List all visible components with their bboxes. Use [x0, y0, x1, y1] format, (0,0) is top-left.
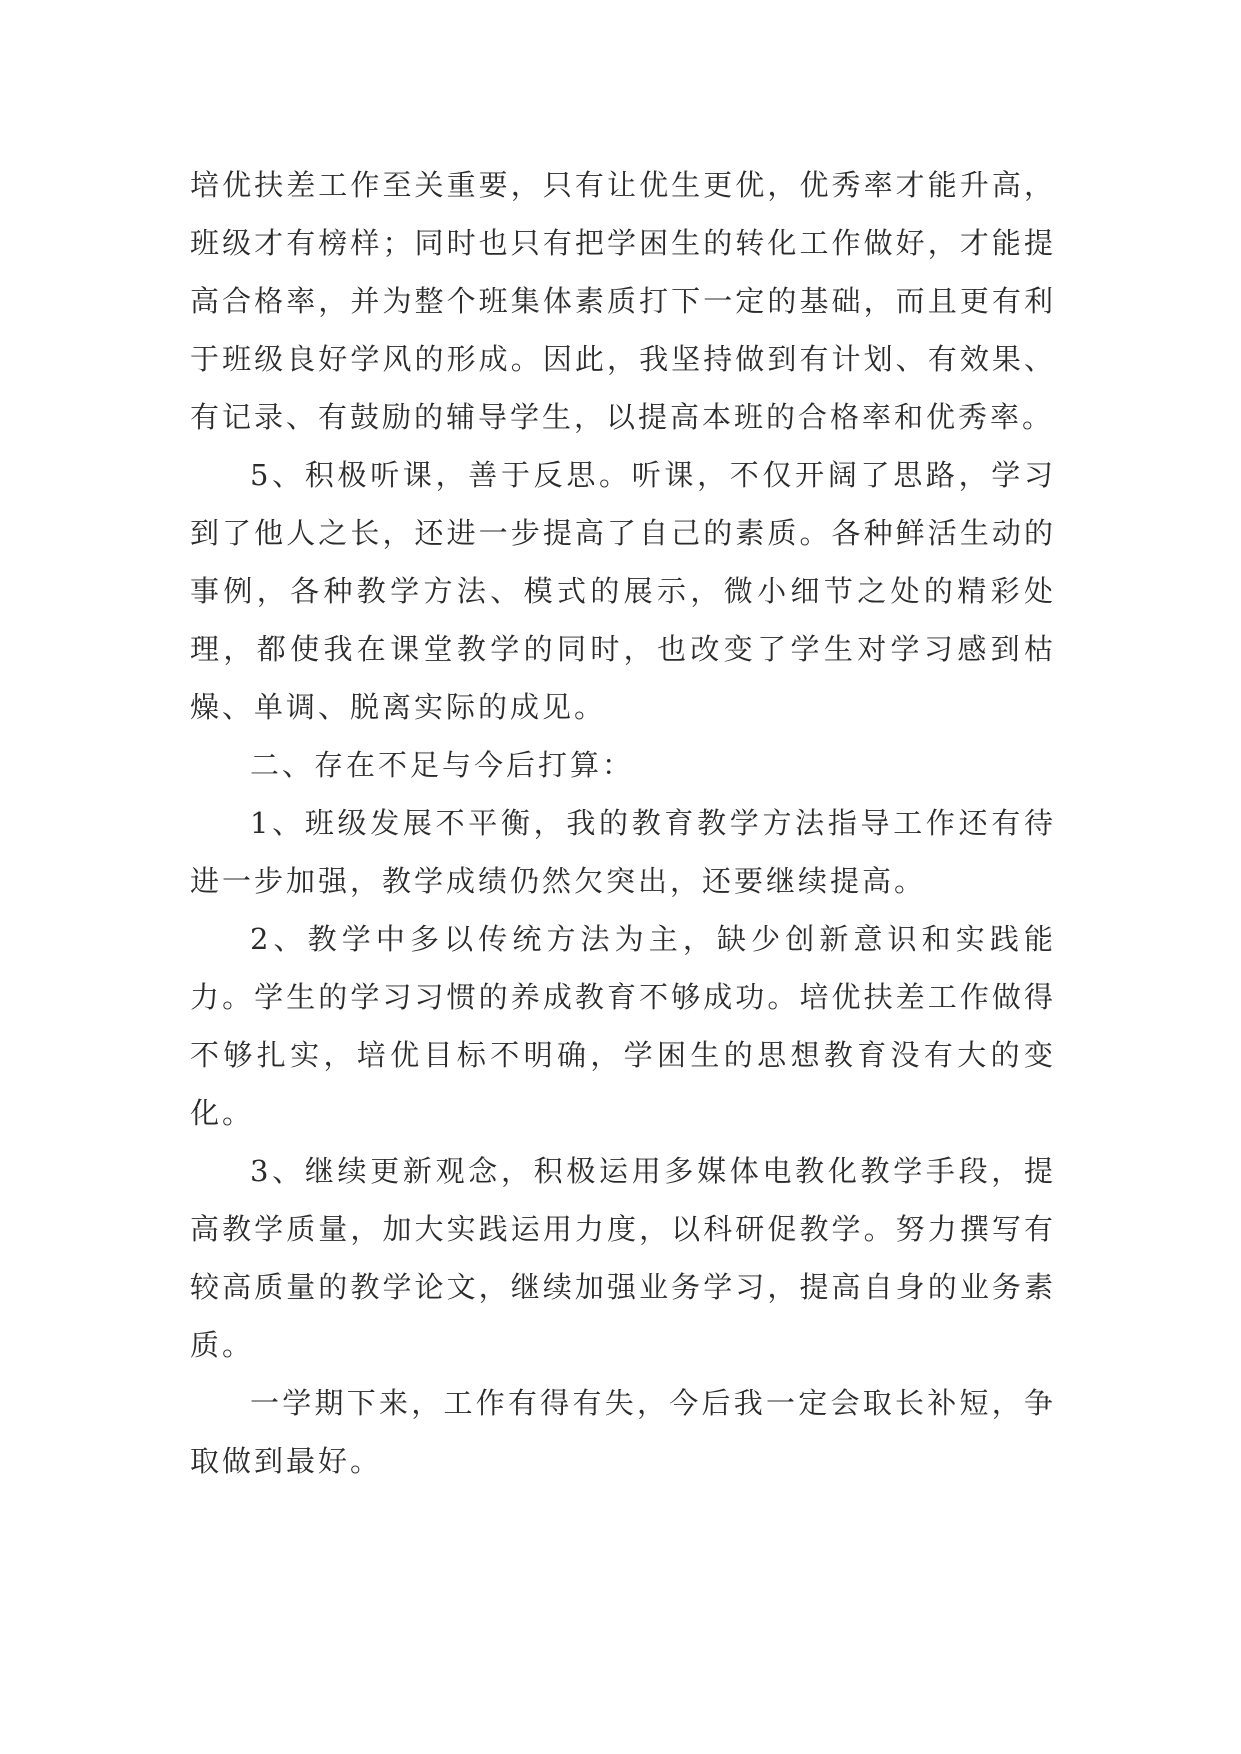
paragraph-shortcoming-2: 2、教学中多以传统方法为主，缺少创新意识和实践能力。学生的学习习惯的养成教育不够成功。培优扶差工作做得不够扎实，培优目标不明确，学困生的思想教育没有大的变化。	[190, 922, 1056, 1130]
paragraph-item-5-tingke: 5、积极听课，善于反思。听课，不仅开阔了思路，学习到了他人之长，还进一步提高了自己的素质。各种鲜活生动的事例，各种教学方法、模式的展示，微小细节之处的精彩处理，都使我在课堂教学的同时，也改变了学生对学习感到枯燥、单调、脱离实际的成见。	[190, 458, 1056, 724]
paragraph-shortcoming-1: 1、班级发展不平衡，我的教育教学方法指导工作还有待进一步加强，教学成绩仍然欠突出，还要继续提高。	[190, 806, 1056, 898]
document-body	[190, 156, 1056, 1490]
section-heading-shortcomings: 二、存在不足与今后打算：	[250, 748, 635, 782]
paragraph-peiyou-fucha: 培优扶差工作至关重要，只有让优生更优，优秀率才能升高，班级才有榜样；同时也只有把学困生的转化工作做好，才能提高合格率，并为整个班集体素质打下一定的基础，而且更有利于班级良好学风的形成。因此，我坚持做到有计划、有效果、有记录、有鼓励的辅导学生，以提高本班的合格率和优秀率。	[190, 168, 1056, 434]
paragraph-conclusion: 一学期下来，工作有得有失，今后我一定会取长补短，争取做到最好。	[190, 1386, 1056, 1478]
paragraph-plan-3: 3、继续更新观念，积极运用多媒体电教化教学手段，提高教学质量，加大实践运用力度，以科研促教学。努力撰写有较高质量的教学论文，继续加强业务学习，提高自身的业务素质。	[190, 1154, 1056, 1362]
